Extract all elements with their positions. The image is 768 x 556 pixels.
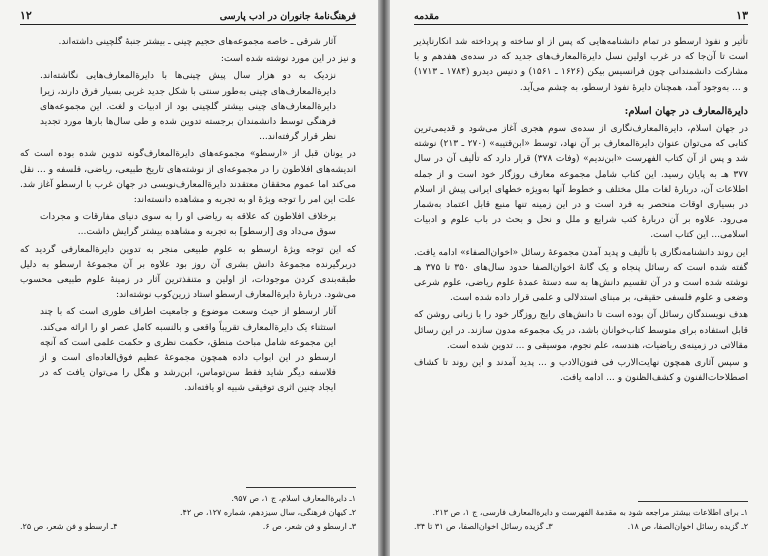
footnote: ۲ـ کیهان فرهنگی، سال سیزدهم، شماره ۱۲۷، ص ۴۲. bbox=[179, 508, 356, 517]
footnote-rule bbox=[638, 501, 748, 502]
footnote-row bbox=[20, 492, 356, 506]
right-page bbox=[390, 0, 768, 556]
paragraph: و نیز در این مورد نوشته شده است: bbox=[220, 54, 356, 65]
paragraph: در جهان اسلام، دایرةالمعارف‌نگاری از سده‌ی سوم هجری آغاز می‌شود و قدیمی‌ترین کتابی که می‌توان عنوان دایرةالمعارف بر آن نهاد، توسط «ابن‌قتیبه» (۲۷۰ ـ ۲۱۳) نوشته شد و پس از آن کتاب الفهرست «ابن‌ندیم» (وفات ۳۷۸) قرار دارد که تألیف آن در سال ۳۷۷ هـ به پایان رسید. این کتاب شامل مجموعه معارف روزگار خود است و از جمله اطلاعات آن، دربارهٔ لغات ملل مختلف و خطوط آنها به‌ویژه خطهای ایرانی پیش از اسلام در بسیاری اوقات منحصر به فرد است و در این زمینه تنها منبع قابل اعتماد به‌شمار می‌رود. علاوه بر آن دربارهٔ کتب شرایع و ملل و نحل و بحث در باب علوم و ادبیات اسلامی... این کتاب است. bbox=[414, 124, 748, 241]
footnote: ۴ـ ارسطو و فن شعر، ص ۲۵. bbox=[20, 522, 118, 531]
footnote-row bbox=[414, 520, 748, 534]
book-gutter bbox=[378, 0, 390, 556]
footnote-row bbox=[20, 520, 356, 534]
intro-paragraph: تأثیر و نفوذ ارسطو در تمام دانشنامه‌هایی که پس از او ساخته و پرداخته شد انکارناپذیر است تا آن‌جا که در غرب اولین نسل دایرةالمعارف‌های جدید که در سده‌ی هفدهم و با مشارکت دانشمندانی چون فرانسیس بیکن (۱۶۲۶ ـ ۱۵۶۱) و دنیس دیدرو (۱۷۸۴ ـ ۱۷۱۳) و ... به‌وجود آمد، همچنان دایرهٔ نفوذ ارسطو، به چشم می‌آید. bbox=[414, 37, 748, 93]
section-heading: دایرةالمعارف در جهان اسلام: bbox=[624, 105, 748, 117]
paragraph: که این توجه ویژهٔ ارسطو به علوم طبیعی منجر به تدوین دایرةالمعارفی گردید که دربرگیرنده مجموعهٔ دانش بشری آن روز بود علاوه بر آن مجموعهٔ ارسطو به دلیل طبقه‌بندی کردن موجودات، از اولین و متنفذترین آثار در زمینهٔ علوم طبیعی محسوب می‌شود. دربارهٔ دایرةالمعارف ارسطو استاد زرین‌کوب نوشته‌اند: bbox=[20, 244, 356, 301]
footnote: ۳ـ گزیده رسائل اخوان‌الصفا، ص ۳۱ تا ۳۴. bbox=[414, 522, 553, 531]
paragraph: این روند دانشنامه‌نگاری با تألیف و پدید آمدن مجموعهٔ رسائل «اخوان‌الصفاء» ادامه یافت. گفته شده است که رسائل پنجاه و یک گانهٔ اخوان‌الصفا حدود سال‌های ۳۵۰ تا ۳۷۵ هـ نوشته شده است و در آن تقسیم دانش‌ها به سه دستهٔ عمدهٔ علوم ریاضی، علوم شرعی وضعی و علوم فلسفی حقیقی، بر مبنای استدلالی و علمی قرار داده شده است. bbox=[414, 247, 748, 304]
footnote: ۲ـ گزیده رسائل اخوان‌الصفا، ص ۱۸. bbox=[627, 522, 748, 531]
running-title: فرهنگ‌نامهٔ جانوران در ادب پارسی bbox=[219, 11, 356, 22]
section-body bbox=[414, 122, 748, 386]
footnote-row bbox=[414, 506, 748, 520]
footnote-row bbox=[20, 506, 356, 520]
paragraph: هدف نویسندگان رسائل آن بوده است تا دانش‌های رایج روزگار خود را با زبانی روشن که قابل استفاده برای متوسط کتاب‌خوانان باشد، در یک مجموعه مدون سازند. در این رسائل مقالاتی در زمینه‌ی ریاضیات، هندسه، علم نجوم، موسیقی و ... تدوین شده است. bbox=[414, 310, 748, 351]
page-header bbox=[20, 8, 356, 25]
page-number: ۱۳ bbox=[736, 9, 748, 22]
footnote: ۱ـ دایرةالمعارف اسلام، ج ۱، ص ۹۵۷. bbox=[231, 494, 356, 503]
footnote-rule bbox=[246, 487, 356, 488]
block-quote: نزدیک به دو هزار سال پیش چینی‌ها با دایرةالمعارف‌هایی نگاشته‌اند. دایرةالمعارف‌های چینی به‌طور سنتی با شکل جدید غربی بسیار فرق دارند، زیرا دایرةالمعارف‌های چینی بیشتر گلچینی بود از ادبیات و لغت. این مجموعه‌های فرهنگی توسط دانشمندان برجسته تدوین شده و طی سال‌ها بارها مورد تجدید نظر قرار گرفته‌اند... bbox=[40, 71, 336, 143]
footnote: ۱ـ برای اطلاعات بیشتر مراجعه شود به مقدمهٔ الفهرست و دایرةالمعارف فارسی، ج ۱، ص ۲۱۳. bbox=[432, 508, 748, 517]
block-quote: آثار ارسطو از حیث وسعت موضوع و جامعیت اطراف طوری است که با چند استثناء یک دایرةالمعارف تقریباً واقعی و بالنسبه کامل عصر او را ارائه می‌کند. این مجموعه شامل مباحث منطق، حکمت نظری و حکمت علمی است که آنچه ارسطو در این ابواب داده همچون مجموعهٔ عظیم فوق‌العاده‌ای است و از فلاسفه دیگر شاید فقط سن‌توماس، ابن‌رشد و هگل را می‌توان یافت که در ایجاد چنین اثری توفیقی شبیه او یافته‌اند. bbox=[40, 307, 336, 394]
page-header bbox=[414, 8, 748, 25]
footnotes bbox=[414, 501, 748, 534]
page-body bbox=[20, 35, 356, 397]
block-quote: آثار شرقی ـ خاصه مجموعه‌های حجیم چینی ـ بیشتر جنبهٔ گلچینی داشته‌اند. bbox=[58, 37, 336, 47]
page-number: ۱۲ bbox=[20, 9, 32, 22]
block-quote: برخلاف افلاطون که علاقه به ریاضی او را به سوی دنیای مفارقات و مجردات سوق می‌داد وی [ارسطو] به تجربه و مشاهده بیشتر گرایش داشت... bbox=[40, 212, 336, 238]
paragraph: در یونان قبل از «ارسطو» مجموعه‌های دایرةالمعارف‌گونه تدوین شده بوده است که اندیشه‌های افلاطون را در مجموعه‌ای از نوشته‌های تاریخ طبیعی، ریاضی، فلسفه و ... نقل می‌کند اما عموم محققان معتقدند دایرةالمعارف‌نویسی در جهان غرب با ارسطو آغاز شد. علت این امر را توجه ویژهٔ او به تجربه و مشاهده دانسته‌اند: bbox=[20, 149, 356, 206]
page-body bbox=[414, 35, 748, 386]
footnotes bbox=[20, 487, 356, 534]
left-page bbox=[0, 0, 378, 556]
footnote: ۳ـ ارسطو و فن شعر، ص ۶. bbox=[262, 522, 356, 531]
paragraph: و سپس آثاری همچون نهایت‌الارب فی فنون‌الادب و ... پدید آمدند و این روند تا کشاف اصطلاحات‌الفنون و کشف‌الظنون و ... ادامه یافت. bbox=[414, 358, 748, 384]
running-title: مقدمه bbox=[414, 11, 440, 22]
